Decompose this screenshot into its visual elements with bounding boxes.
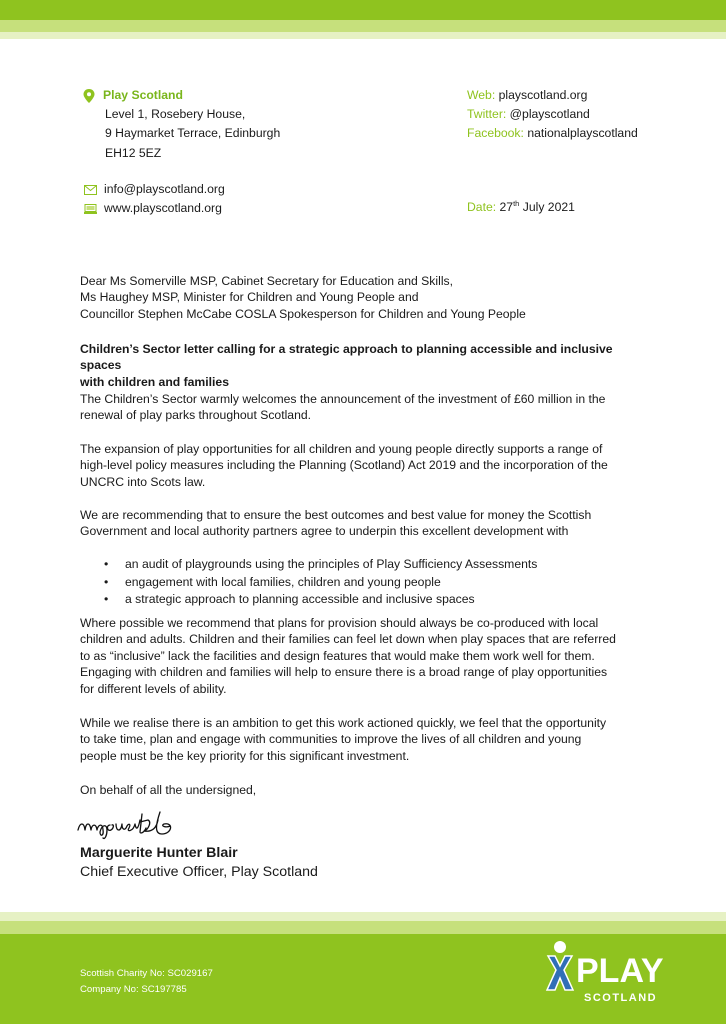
closing-line: On behalf of all the undersigned, <box>80 783 257 797</box>
list-item: • an audit of playgrounds using the principles of Play Sufficiency Assessments <box>104 556 537 574</box>
logo-subtitle: SCOTLAND <box>584 992 658 1004</box>
header-band-light <box>0 20 726 32</box>
web-value[interactable]: playscotland.org <box>498 88 588 102</box>
twitter-row <box>467 105 638 124</box>
paragraph-line: Government and local authority partners agree to underpin this excellent development with <box>80 524 569 539</box>
date-label: Date: <box>467 200 497 215</box>
address-line: 9 Haymarket Terrace, Edinburgh <box>105 126 281 141</box>
paragraph-line: Engaging with children and families will help to ensure there is a broad range of play opportunities <box>80 665 608 680</box>
paragraph-line: people must be the key priority for this significant investment. <box>80 748 410 763</box>
address-line: EH12 5EZ <box>105 145 162 160</box>
paragraph-line: renewal of play parks throughout Scotland. <box>80 408 312 423</box>
paragraph-line: The expansion of play opportunities for all children and young people directly supports a range of <box>80 442 603 456</box>
email-row <box>84 180 225 199</box>
date-day: 27 <box>499 200 514 215</box>
website-link[interactable]: www.playscotland.org <box>104 201 222 215</box>
paragraph-line: to take time, plan and engage with communities to improve the lives of all children and young <box>80 732 582 747</box>
letterhead-address <box>85 86 405 163</box>
paragraph-line: children and adults. Children and their families can feel let down when play spaces that are referred <box>80 632 616 647</box>
paragraph-line: for different levels of ability. <box>80 681 227 696</box>
paragraph-line: UNCRC into Scots law. <box>80 474 206 489</box>
subject-line: with children and families <box>80 374 229 389</box>
logo-wordmark: PLAY <box>576 952 664 990</box>
signer-name: Marguerite Hunter Blair <box>80 845 238 861</box>
paragraph-4 <box>80 615 645 697</box>
paragraph-1 <box>80 391 645 424</box>
footer-band-light <box>0 921 726 934</box>
facebook-value[interactable]: nationalplayscotland <box>527 126 638 141</box>
salutation-line: Dear Ms Somerville MSP, Cabinet Secretary for Education and Skills, <box>80 274 454 288</box>
contact-details <box>84 180 225 218</box>
subject-line: Children’s Sector letter calling for a strategic approach to planning accessible and inclusive spaces <box>80 342 613 373</box>
company-number: Company No: SC197785 <box>80 984 187 995</box>
salutation-line: Ms Haughey MSP, Minister for Children and Young People and <box>80 290 419 305</box>
twitter-label: Twitter: <box>467 107 507 122</box>
paragraph-line: While we realise there is an ambition to get this work actioned quickly, we feel that the opportunity <box>80 716 607 730</box>
envelope-icon <box>84 185 97 195</box>
paragraph-line: to as “inclusive” lack the facilities and design features that would make them work well for them. <box>80 648 595 663</box>
address-line: Level 1, Rosebery House, <box>105 107 246 122</box>
org-name: Play Scotland <box>103 88 183 102</box>
paragraph-line: We are recommending that to ensure the best outcomes and best value for money the Scottish <box>80 508 592 522</box>
recommendation-list <box>104 556 537 609</box>
paragraph-line: Where possible we recommend that plans for provision should always be co-produced with local <box>80 616 599 630</box>
paragraph-5 <box>80 715 645 764</box>
header-band <box>0 0 726 20</box>
signer-title: Chief Executive Officer, Play Scotland <box>80 864 318 880</box>
web-row <box>467 86 638 105</box>
facebook-row <box>467 124 638 143</box>
paragraph-line: The Children’s Sector warmly welcomes the announcement of the investment of £60 million in the <box>80 392 606 406</box>
play-scotland-logo <box>544 940 682 1006</box>
twitter-value[interactable]: @playscotland <box>509 107 590 122</box>
charity-number: Scottish Charity No: SC029167 <box>80 968 213 979</box>
location-pin-icon <box>83 89 95 103</box>
paragraph-line: high-level policy measures including the Planning (Scotland) Act 2019 and the incorporation of the <box>80 458 608 473</box>
header-band-stripe <box>0 32 726 39</box>
web-label: Web: <box>467 88 496 102</box>
salutation <box>80 273 645 322</box>
letter-date <box>467 199 575 214</box>
facebook-label: Facebook: <box>467 126 524 141</box>
subject-heading <box>80 341 645 390</box>
paragraph-3 <box>80 507 645 540</box>
email-link[interactable]: info@playscotland.org <box>104 182 225 196</box>
salutation-line: Councillor Stephen McCabe COSLA Spokesperson for Children and Young People <box>80 306 526 321</box>
org-name-row <box>85 86 405 105</box>
computer-icon <box>84 204 97 214</box>
paragraph-2 <box>80 441 645 490</box>
date-suffix: th <box>513 199 520 208</box>
footer-band-stripe <box>0 912 726 921</box>
letterhead-social <box>467 86 638 144</box>
date-rest: July 2021 <box>519 200 575 215</box>
footer-registration <box>80 966 213 998</box>
website-row <box>84 199 225 218</box>
list-item: • a strategic approach to planning accessible and inclusive spaces <box>104 591 537 609</box>
list-item: • engagement with local families, children and young people <box>104 574 537 592</box>
handwritten-signature <box>76 808 226 842</box>
